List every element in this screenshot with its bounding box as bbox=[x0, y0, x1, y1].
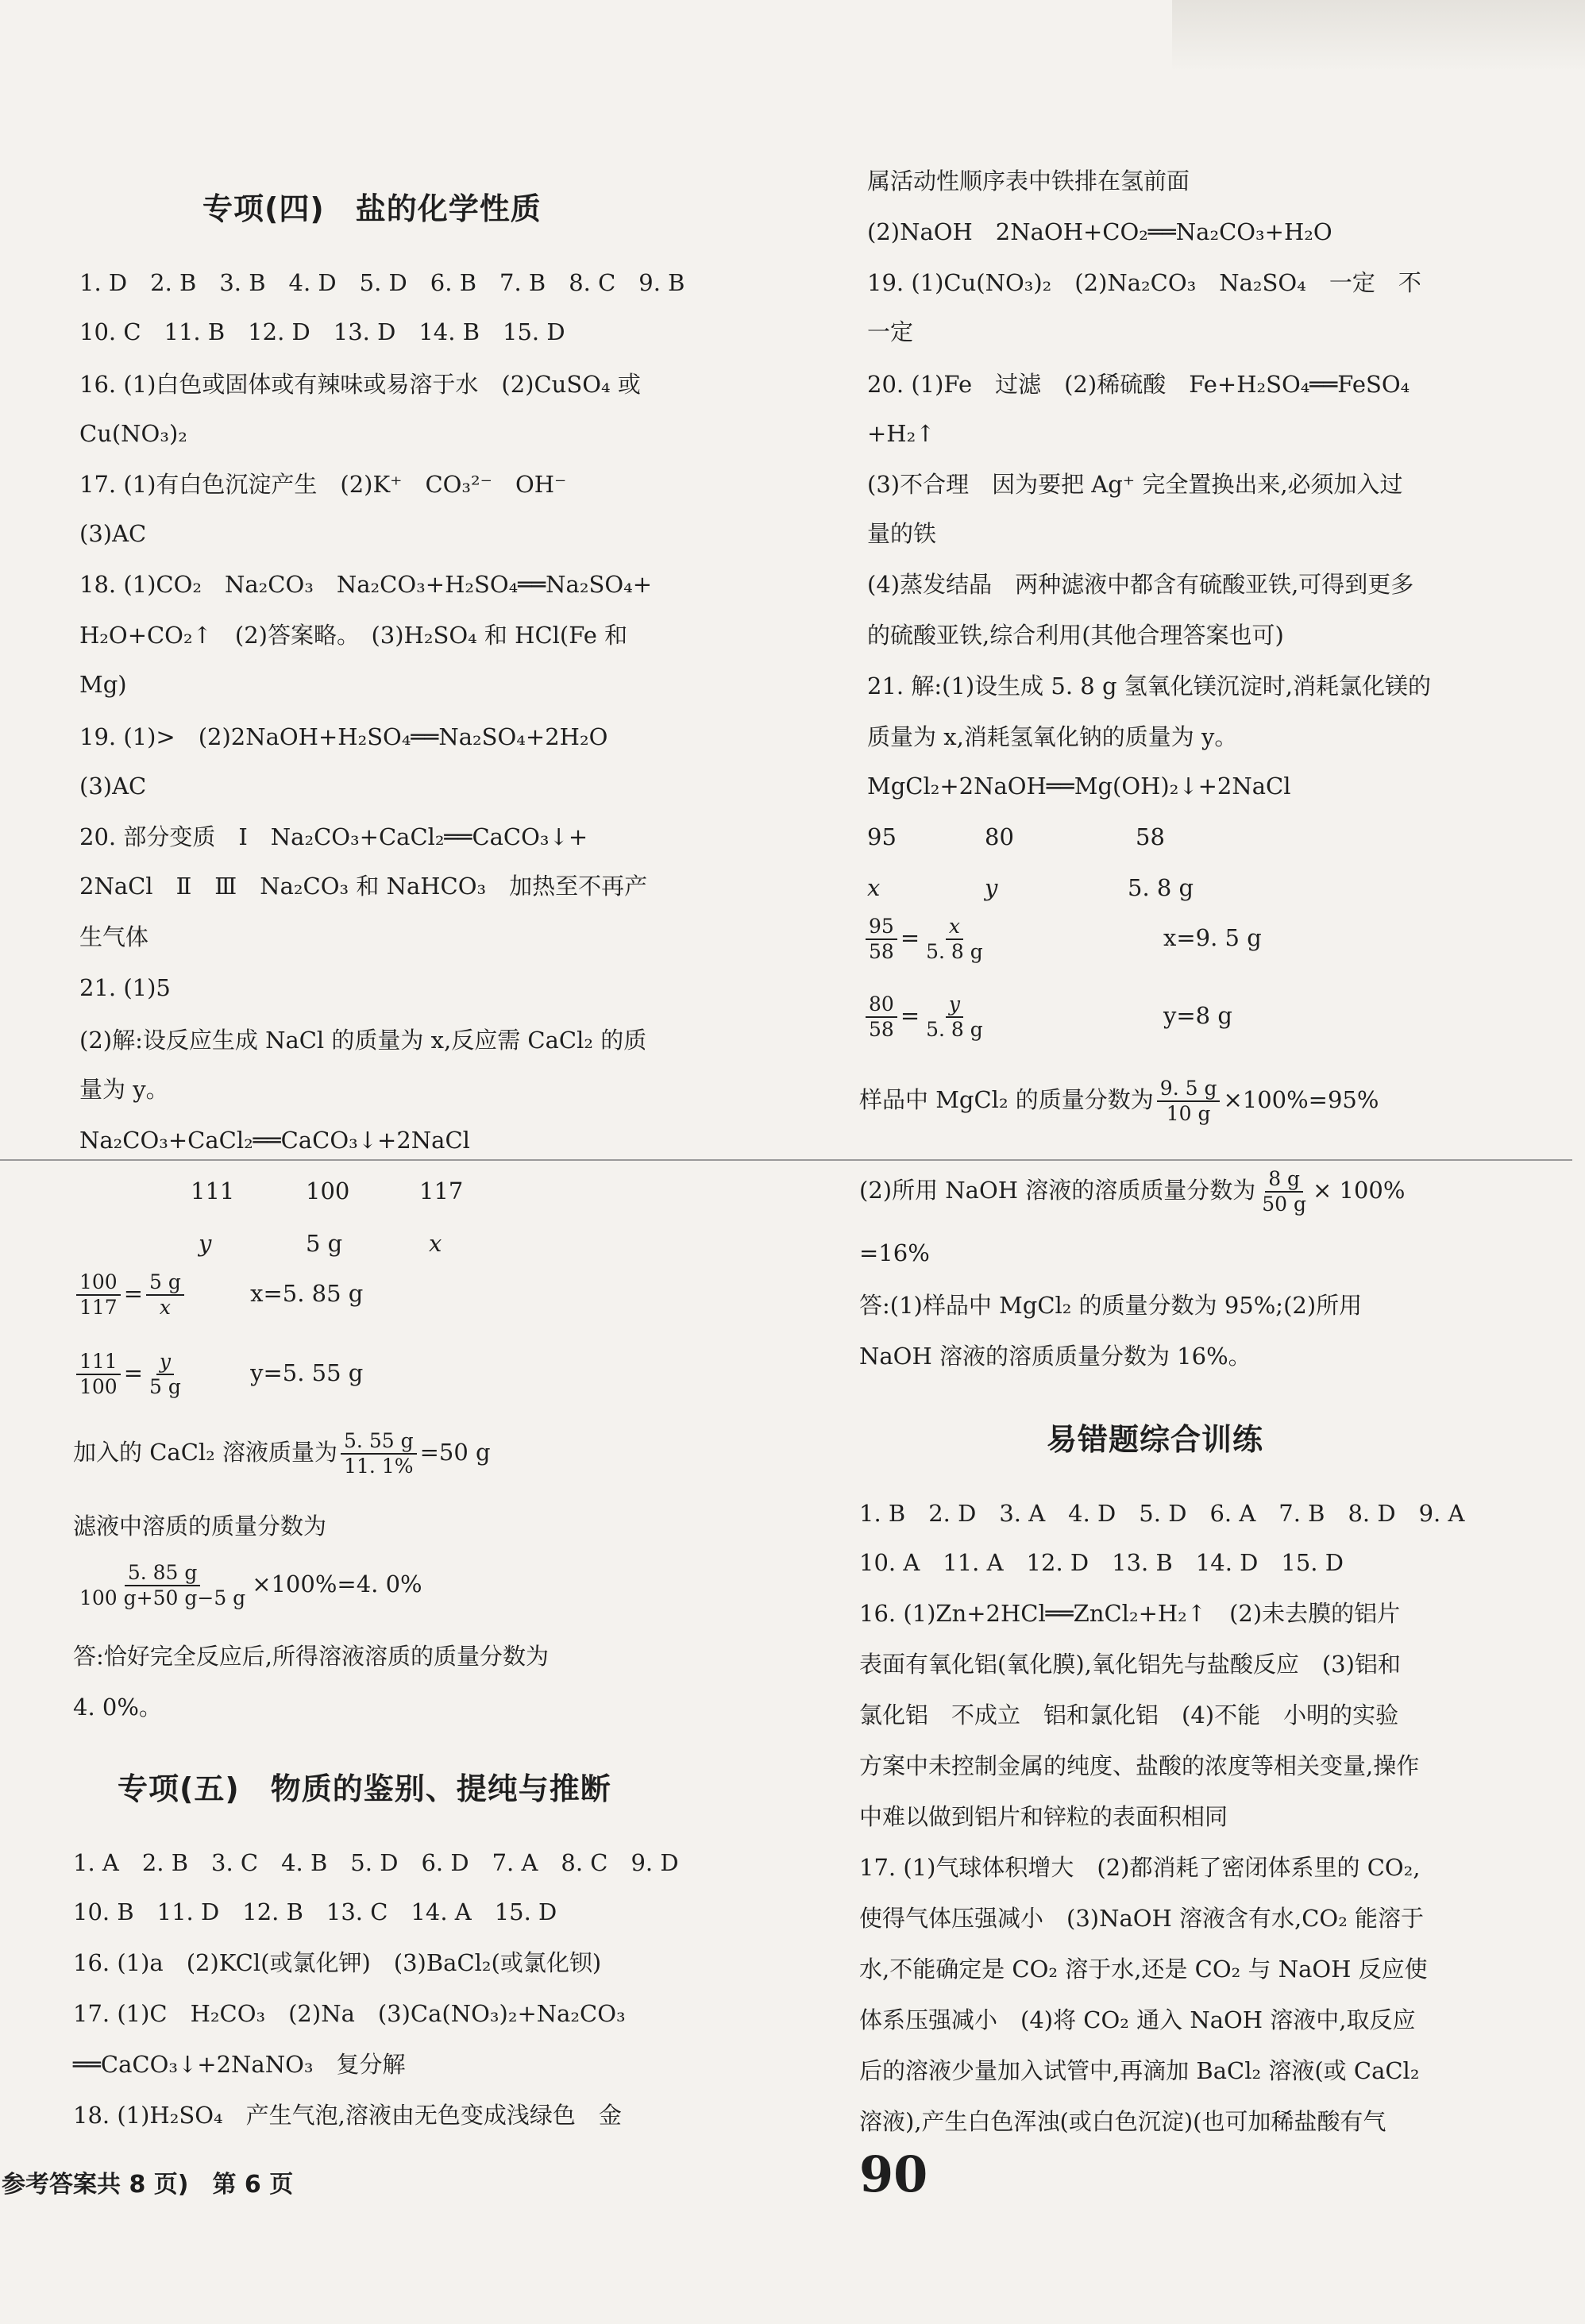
calc-line: 加入的 CaCl₂ 溶液质量为 $\frac{5. 55 g}{11. 1\%}$ =50 g bbox=[73, 1429, 491, 1478]
answer-line: 后的溶液少量加入试管中,再滴加 BaCl₂ 溶液(或 CaCl₂ bbox=[859, 2057, 1420, 2084]
answer-line: 溶液),产生白色浑浊(或白色沉淀)(也可加稀盐酸有气 bbox=[859, 2108, 1386, 2135]
answer-line: 质量为 x,消耗氢氧化钠的质量为 y。 bbox=[867, 723, 1238, 750]
answer-line: 17. (1)C H₂CO₃ (2)Na (3)Ca(NO₃)₂+Na₂CO₃ bbox=[73, 2000, 626, 2027]
answer-line: 16. (1)a (2)KCl(或氯化钾) (3)BaCl₂(或氯化钡) bbox=[73, 1949, 602, 1976]
section-title-mistakes: 易错题综合训练 bbox=[1047, 1422, 1264, 1457]
answer-line: 滤液中溶质的质量分数为 bbox=[73, 1513, 327, 1540]
answer-line: 中难以做到铝片和锌粒的表面积相同 bbox=[859, 1803, 1228, 1830]
fraction: $\frac{100}{117}$ bbox=[76, 1270, 121, 1320]
answer-line: 20. 部分变质 Ⅰ Na₂CO₃+CaCl₂══CaCO₃↓+ bbox=[79, 823, 588, 850]
answer-line: 19. (1)> (2)2NaOH+H₂SO₄══Na₂SO₄+2H₂O bbox=[79, 723, 608, 750]
answer-line: (3)AC bbox=[79, 520, 147, 547]
answer-line: (3)不合理 因为要把 Ag⁺ 完全置换出来,必须加入过 bbox=[867, 471, 1403, 498]
answer-line: 19. (1)Cu(NO₃)₂ (2)Na₂CO₃ Na₂SO₄ 一定 不 bbox=[867, 269, 1421, 296]
fraction: $\frac{111}{100}$ bbox=[76, 1350, 121, 1399]
page-number: 90 bbox=[859, 2145, 928, 2203]
fraction: $\frac{y}{5 g}$ bbox=[149, 1350, 181, 1398]
answer-line: 10. C 11. B 12. D 13. D 14. B 15. D bbox=[79, 318, 565, 345]
answer-line: ══CaCO₃↓+2NaNO₃ 复分解 bbox=[73, 2051, 406, 2078]
answer-line: NaOH 溶液的溶质质量分数为 16%。 bbox=[859, 1343, 1251, 1370]
answer-line: 方案中未控制金属的纯度、盐酸的浓度等相关变量,操作 bbox=[859, 1752, 1420, 1779]
answer-line: 量为 y。 bbox=[79, 1076, 169, 1103]
variable: 5. 8 g bbox=[1128, 874, 1194, 901]
answer-line: 10. A 11. A 12. D 13. B 14. D 15. D bbox=[859, 1549, 1344, 1576]
answer-line: 21. (1)5 bbox=[79, 974, 171, 1001]
answer-line: 一定 bbox=[867, 318, 914, 345]
molar-mass: 80 bbox=[985, 823, 1014, 850]
molar-mass: 111 bbox=[191, 1177, 235, 1204]
proportion-line: $\frac{100}{117}$ = $\frac{5 g}{x}$ x=5. 85 g bbox=[73, 1270, 363, 1320]
molar-mass: 58 bbox=[1136, 823, 1165, 850]
answer-line: (2)NaOH 2NaOH+CO₂══Na₂CO₃+H₂O bbox=[867, 218, 1332, 245]
answer-line: 答:(1)样品中 MgCl₂ 的质量分数为 95%;(2)所用 bbox=[859, 1292, 1363, 1319]
proportion-line: $\frac{80}{58}$ = $\frac{y}{5. 8 g}$ y=8 g bbox=[862, 992, 1232, 1042]
answer-line: Mg) bbox=[79, 671, 127, 698]
answer-line: 18. (1)H₂SO₄ 产生气泡,溶液由无色变成浅绿色 金 bbox=[73, 2102, 622, 2129]
fraction: $\frac{80}{58}$ bbox=[866, 992, 897, 1042]
fraction: $\frac{9. 5 g}{10 g}$ bbox=[1157, 1077, 1221, 1126]
molar-mass: 100 bbox=[306, 1177, 350, 1204]
section-title-5: 专项(五) 物质的鉴别、提纯与推断 bbox=[118, 1771, 611, 1806]
scan-shading bbox=[1172, 0, 1585, 71]
variable: 5 g bbox=[306, 1230, 343, 1257]
answer-line: 1. D 2. B 3. B 4. D 5. D 6. B 7. B 8. C 9. B bbox=[79, 269, 685, 296]
fold-divider bbox=[0, 1159, 1572, 1161]
answer-line: 体系压强减小 (4)将 CO₂ 通入 NaOH 溶液中,取反应 bbox=[859, 2006, 1416, 2033]
molar-mass: 95 bbox=[867, 823, 897, 850]
answer-line: 属活动性顺序表中铁排在氢前面 bbox=[867, 168, 1190, 195]
answer-line: 1. B 2. D 3. A 4. D 5. D 6. A 7. B 8. D 9. A bbox=[859, 1500, 1465, 1527]
fraction: $\frac{x}{5. 8 g}$ bbox=[926, 915, 983, 963]
variable: y bbox=[199, 1230, 212, 1257]
proportion-line: $\frac{111}{100}$ = $\frac{y}{5 g}$ y=5. 55 g bbox=[73, 1350, 363, 1399]
answer-line: 的硫酸亚铁,综合利用(其他合理答案也可) bbox=[867, 622, 1284, 649]
chem-equation: MgCl₂+2NaOH══Mg(OH)₂↓+2NaCl bbox=[867, 773, 1291, 800]
section-title-4: 专项(四) 盐的化学性质 bbox=[202, 191, 542, 226]
fraction: $\frac{95}{58}$ bbox=[866, 915, 897, 964]
answer-line: 4. 0%。 bbox=[73, 1694, 162, 1721]
answer-line: 答:恰好完全反应后,所得溶液溶质的质量分数为 bbox=[73, 1643, 549, 1670]
answer-line: 氯化铝 不成立 铝和氯化铝 (4)不能 小明的实验 bbox=[859, 1702, 1399, 1729]
answer-line: Cu(NO₃)₂ bbox=[79, 420, 187, 447]
variable: x bbox=[429, 1230, 442, 1257]
answer-line: 水,不能确定是 CO₂ 溶于水,还是 CO₂ 与 NaOH 反应使 bbox=[859, 1956, 1428, 1983]
answer-line: (3)AC bbox=[79, 773, 147, 800]
calc-line: (2)所用 NaOH 溶液的溶质质量分数为 $\frac{8 g}{50 g}$ × 100% bbox=[859, 1167, 1406, 1216]
answer-line: 量的铁 bbox=[867, 520, 937, 547]
answer-line: 21. 解:(1)设生成 5. 8 g 氢氧化镁沉淀时,消耗氯化镁的 bbox=[867, 673, 1431, 700]
fraction: $\frac{y}{5. 8 g}$ bbox=[926, 992, 983, 1041]
answer-line: 18. (1)CO₂ Na₂CO₃ Na₂CO₃+H₂SO₄══Na₂SO₄+ bbox=[79, 571, 653, 598]
answer-line: =16% bbox=[859, 1239, 930, 1266]
answer-line: 生气体 bbox=[79, 923, 149, 950]
answer-line: 20. (1)Fe 过滤 (2)稀硫酸 Fe+H₂SO₄══FeSO₄ bbox=[867, 371, 1410, 398]
answer-line: (4)蒸发结晶 两种滤液中都含有硫酸亚铁,可得到更多 bbox=[867, 571, 1414, 598]
answer-line: 16. (1)白色或固体或有辣味或易溶于水 (2)CuSO₄ 或 bbox=[79, 371, 641, 398]
molar-mass: 117 bbox=[419, 1177, 464, 1204]
answer-line: 16. (1)Zn+2HCl══ZnCl₂+H₂↑ (2)未去膜的铝片 bbox=[859, 1600, 1401, 1627]
answer-line: 表面有氧化铝(氧化膜),氧化铝先与盐酸反应 (3)铝和 bbox=[859, 1651, 1401, 1678]
fraction: $\frac{5 g}{x}$ bbox=[146, 1270, 184, 1320]
fraction: $\frac{8 g}{50 g}$ bbox=[1262, 1167, 1307, 1216]
answer-line: 使得气体压强减小 (3)NaOH 溶液含有水,CO₂ 能溶于 bbox=[859, 1905, 1425, 1932]
fraction: $\frac{5. 85 g}{100 g+50 g-5 g}$ bbox=[79, 1561, 246, 1609]
answer-line: 17. (1)气球体积增大 (2)都消耗了密闭体系里的 CO₂, bbox=[859, 1854, 1421, 1881]
answer-line: 1. A 2. B 3. C 4. B 5. D 6. D 7. A 8. C 9. D bbox=[73, 1849, 679, 1876]
answer-line: +H₂↑ bbox=[867, 420, 935, 447]
variable: x bbox=[867, 874, 881, 901]
proportion-line: $\frac{95}{58}$ = $\frac{x}{5. 8 g}$ x=9. 5 g bbox=[862, 915, 1262, 964]
answer-line: (2)解:设反应生成 NaCl 的质量为 x,反应需 CaCl₂ 的质 bbox=[79, 1027, 647, 1054]
answer-line: 10. B 11. D 12. B 13. C 14. A 15. D bbox=[73, 1898, 557, 1925]
chem-equation: Na₂CO₃+CaCl₂══CaCO₃↓+2NaCl bbox=[79, 1127, 470, 1154]
fraction: $\frac{5. 55 g}{11. 1\%}$ bbox=[341, 1429, 417, 1478]
answer-line: 17. (1)有白色沉淀产生 (2)K⁺ CO₃²⁻ OH⁻ bbox=[79, 471, 567, 498]
footer-page-info: 参考答案共 8 页) 第 6 页 bbox=[2, 2171, 294, 2199]
calc-line: $\frac{5. 85 g}{100 g+50 g-5 g}$ ×100%=4. 0% bbox=[73, 1561, 422, 1610]
variable: y bbox=[985, 874, 998, 901]
answer-line: H₂O+CO₂↑ (2)答案略。 (3)H₂SO₄ 和 HCl(Fe 和 bbox=[79, 622, 628, 649]
answer-line: 2NaCl Ⅱ Ⅲ Na₂CO₃ 和 NaHCO₃ 加热至不再产 bbox=[79, 873, 648, 900]
calc-line: 样品中 MgCl₂ 的质量分数为 $\frac{9. 5 g}{10 g}$ ×100%=95% bbox=[859, 1077, 1379, 1125]
